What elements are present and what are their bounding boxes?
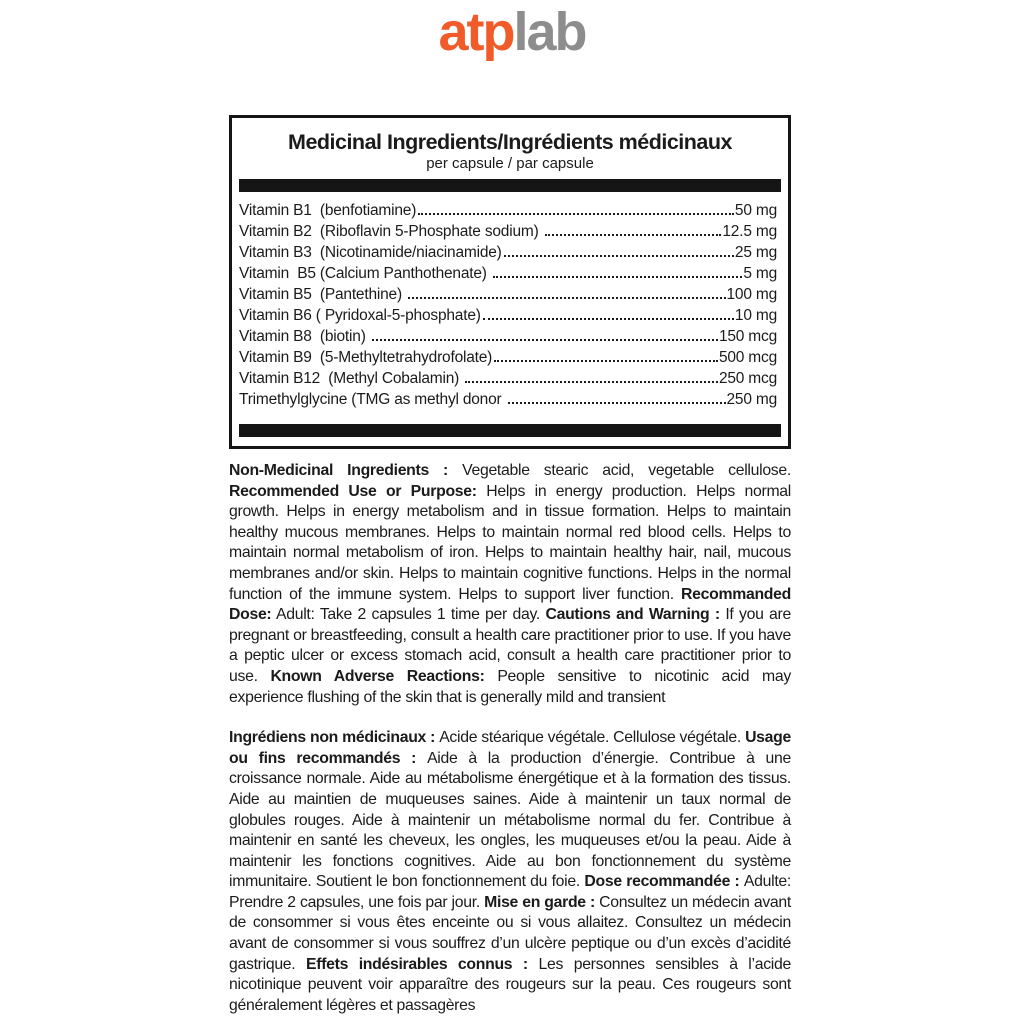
ingredient-name: Vitamin B9 (5-Methyltetrahydrofolate) [239,349,493,366]
ingredient-name: Vitamin B5 (Calcium Panthothenate) [239,265,491,282]
brand-logo [0,0,1024,62]
paragraph-text: Les personnes sensibles à l’acide nicotinique peuvent voir apparaître des rougeurs sur la peau. Ces rougeurs sont généralement légères et passagères [229,955,791,1014]
ingredient-value: 250 mg [726,391,777,408]
paragraph-text: Vegetable stearic acid, vegetable cellulose. [462,462,791,479]
dot-leader [372,339,718,341]
ingredient-row [239,389,777,410]
dot-leader [483,318,734,320]
paragraph-text: If you are pregnant or breastfeeding, consult a health care practitioner prior to use. If you have a peptic ulcer or excess stomach acid, consult a health care practitioner prior to use. [229,606,791,685]
paragraph-heading-inline: Dose recommandée : [584,873,744,891]
ingredient-row [239,221,777,242]
paragraph-heading-inline: Recommended Use or Purpose: [229,482,477,500]
paragraph-heading-inline: Known Adverse Reactions: [270,667,485,685]
paragraph-heading-inline: Mise en garde : [484,893,600,911]
ingredient-value: 150 mcg [718,328,777,345]
dot-leader [508,402,726,404]
divider-bar-top [239,179,781,192]
ingredient-value: 25 mg [734,244,777,261]
ingredient-name: Trimethylglycine (TMG as methyl donor [239,391,506,408]
paragraph-text: Aide à la production d’énergie. Contribue à une croissance normale. Aide au métabolisme énergétique et à la formation des tissus. Aide au maintien de muqueuses saines. Aide à maintenir un taux normal de globules rouges. Aide à maintenir un métabolisme normal du fer. Contribue à maintenir en santé les cheveux, les ongles, les muqueuses et/ou la peau. Aide à maintenir les fonctions cognitives. Aide au bon fonctionnement du système immunitaire. Soutient le bon fonctionnement du foie. [229,749,792,891]
ingredient-row [239,347,777,368]
ingredient-row [239,263,777,284]
paragraph-heading-inline: Non-Medicinal Ingredients : [229,462,463,479]
ingredient-row [239,200,777,221]
paragraph-text: Adulte: Prendre 2 capsules, une fois par jour. [229,873,791,911]
french-info-paragraph [229,728,791,1016]
ingredient-row [239,242,777,263]
ingredient-value: 500 mcg [718,349,777,366]
ingredient-name: Vitamin B5 (Pantethine) [239,286,407,303]
ingredient-value: 100 mg [726,286,777,303]
paragraph-heading-inline: Cautions and Warning : [545,606,720,624]
ingredient-name: Vitamin B8 (biotin) [239,328,370,345]
dot-leader [408,297,725,299]
paragraph-heading-inline: Recommanded Dose: [229,585,791,624]
panel-title: Medicinal Ingredients/Ingrédients médicinaux [288,130,732,154]
brand-logo-atp: atp [438,2,514,62]
paragraph-text: Acide stéarique végétale. Cellulose végétale. [439,729,746,747]
paragraph-text: People sensitive to nicotinic acid may experience flushing of the skin that is generally mild and transient [229,667,791,706]
ingredient-row [239,284,777,305]
ingredient-name: Vitamin B1 (benfotiamine) [239,202,417,219]
paragraph-heading-inline: Ingrédiens non médicinaux : [229,729,440,747]
ingredient-name: Vitamin B2 (Riboflavin 5-Phosphate sodium) [239,223,543,240]
brand-logo-lab: lab [513,2,586,62]
paragraph-heading-inline: Effets indésirables connus : [306,955,539,973]
dot-leader [494,360,718,362]
paragraph-text: Helps in energy production. Helps normal growth. Helps in energy metabolism and in tissue formation. Helps to maintain healthy mucous membranes. Helps to maintain normal red blood cells. Helps to maintain normal metabolism of iron. Helps to maintain healthy hair, nail, mucous membranes and/or skin. Helps to maintain cognitive functions. Helps in the normal function of the immune system. Helps to support liver function. [229,482,791,603]
dot-leader [465,381,718,383]
english-info-paragraph [229,461,791,708]
ingredient-name: Vitamin B3 (Nicotinamide/niacinamide) [239,244,502,261]
ingredient-value: 10 mg [734,307,777,324]
paragraph-text: Consultez un médecin avant de consommer si vous êtes enceinte ou si vous allaitez. Consultez un médecin avant de consommer si vous souffrez d’un ulcère peptique ou d’un excès d’acidité gastrique. [229,893,791,973]
label-content-column [229,115,791,1016]
ingredient-row [239,368,777,389]
dot-leader [504,255,734,257]
dot-leader [418,213,734,215]
ingredient-row [239,305,777,326]
divider-bar-bottom [239,424,781,437]
ingredient-row [239,326,777,347]
dot-leader [545,234,722,236]
ingredient-value: 5 mg [743,265,777,282]
ingredient-value: 250 mcg [718,370,777,387]
ingredients-list [232,192,788,417]
dot-leader [493,276,742,278]
ingredient-value: 12.5 mg [722,223,777,240]
ingredient-name: Vitamin B6 ( Pyridoxal-5-phosphate) [239,307,481,324]
paragraph-heading-inline: Usage ou fins recommandés : [229,729,791,767]
paragraph-text: Adult: Take 2 capsules 1 time per day. [271,606,546,624]
panel-subtitle: per capsule / par capsule [426,155,594,172]
ingredient-value: 50 mg [734,202,777,219]
medicinal-ingredients-panel [229,115,791,449]
ingredient-name: Vitamin B12 (Methyl Cobalamin) [239,370,464,387]
